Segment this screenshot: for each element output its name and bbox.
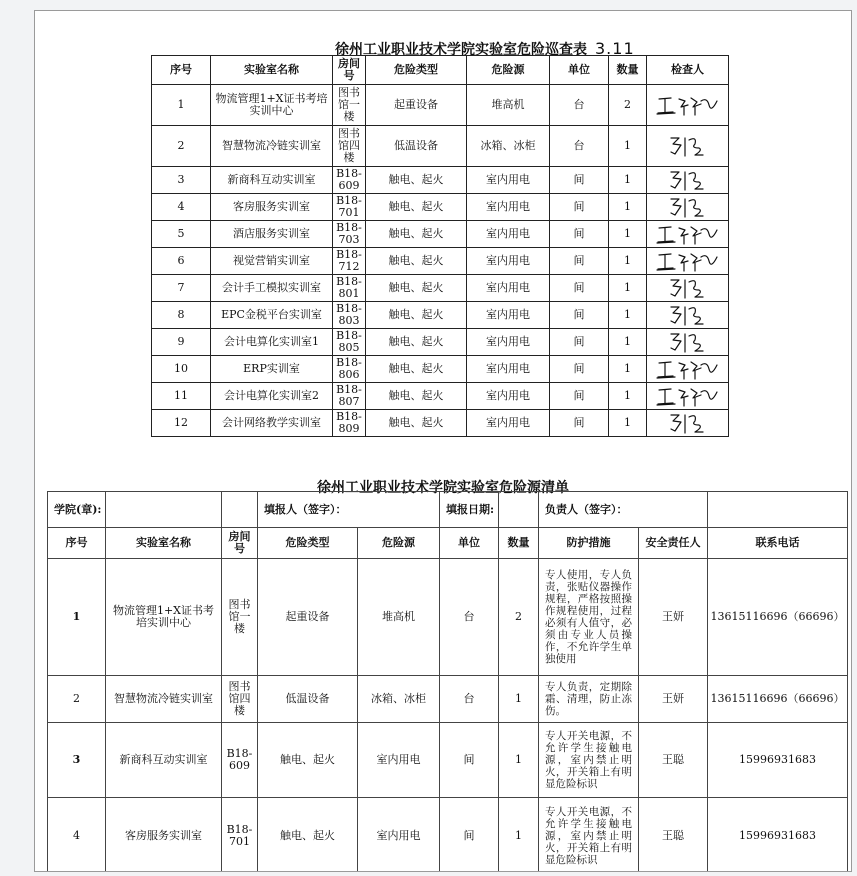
inspection-table — [151, 55, 729, 437]
hazard-list-table — [47, 491, 848, 872]
table-row: 2 智慧物流冷链实训室 图书馆四楼 低温设备 冰箱、冰柜 台 1 专人负责，定期除霜、清理，防止冻伤。 王妍 13615116696（66696） — [48, 676, 848, 723]
inspector-cell — [647, 275, 729, 302]
table-row: 9 会计电算化实训室1 B18-805 触电、起火 室内用电 间 1 — [152, 329, 729, 356]
handwritten-date: 3.11 — [595, 39, 635, 58]
inspector-cell — [647, 410, 729, 437]
table-row: 3 新商科互动实训室 B18-609 触电、起火 室内用电 间 1 专人开关电源，不允许学生接触电源，室内禁止明火，开关箱上有明显危险标识 王聪 15996931683 — [48, 723, 848, 798]
inspector-cell — [647, 329, 729, 356]
wang-signature — [655, 384, 721, 408]
inspector-cell — [647, 85, 729, 126]
col-header-hazard-source: 危险源 — [467, 56, 550, 85]
table-row: 7 会计手工模拟实训室 B18-801 触电、起火 室内用电 间 1 — [152, 275, 729, 302]
inspector-cell — [647, 167, 729, 194]
zhang-signature — [655, 276, 721, 300]
col-header-no: 序号 — [152, 56, 211, 85]
college-label: 学院(章): — [48, 492, 106, 528]
col-header-room: 房间号 — [333, 56, 366, 85]
filler-label: 填报人（签字）： — [258, 492, 440, 528]
table-header-row: 序号 实验室名称 房间号 危险类型 危险源 单位 数量 防护措施 安全责任人 联系电话 — [48, 528, 848, 559]
inspector-cell — [647, 221, 729, 248]
date-label: 填报日期: — [440, 492, 499, 528]
inspector-cell — [647, 126, 729, 167]
table-header-row — [152, 56, 729, 85]
col-header-lab-name: 实验室名称 — [211, 56, 333, 85]
inspector-cell — [647, 356, 729, 383]
col-header-qty: 数量 — [609, 56, 647, 85]
inspection-table-title: 徐州工业职业技术学院实验室危险巡查表 3.11 — [335, 39, 635, 58]
col-header-inspector: 检查人 — [647, 56, 729, 85]
table-row: 5 酒店服务实训室 B18-703 触电、起火 室内用电 间 1 — [152, 221, 729, 248]
wang-signature — [655, 249, 721, 273]
table-row: 4 客房服务实训室 B18-701 触电、起火 室内用电 间 1 专人开关电源，不允许学生接触电源，室内禁止明火，开关箱上有明显危险标识 王聪 15996931683 — [48, 798, 848, 873]
wang-signature — [655, 357, 721, 381]
hazard-list-title: 徐州工业职业技术学院实验室危险源清单 — [317, 480, 569, 496]
table-row: 6 视觉营销实训室 B18-712 触电、起火 室内用电 间 1 — [152, 248, 729, 275]
table-row: 11 会计电算化实训室2 B18-807 触电、起火 室内用电 间 1 — [152, 383, 729, 410]
inspector-cell — [647, 383, 729, 410]
zhang-signature — [655, 134, 721, 158]
college-value — [106, 492, 222, 528]
inspector-cell — [647, 194, 729, 221]
table-row: 2 智慧物流冷链实训室 图书馆四楼 低温设备 冰箱、冰柜 台 1 — [152, 126, 729, 167]
wang-signature — [655, 93, 721, 117]
zhang-signature — [655, 168, 721, 192]
col-header-unit: 单位 — [550, 56, 609, 85]
inspector-cell — [647, 248, 729, 275]
zhang-signature — [655, 411, 721, 435]
wang-signature — [655, 222, 721, 246]
table-row: 3 新商科互动实训室 B18-609 触电、起火 室内用电 间 1 — [152, 167, 729, 194]
inspector-cell — [647, 302, 729, 329]
table-row: 8 EPC金税平台实训室 B18-803 触电、起火 室内用电 间 1 — [152, 302, 729, 329]
owner-label: 负责人（签字）： — [539, 492, 708, 528]
zhang-signature — [655, 330, 721, 354]
table-row: 1 物流管理1+X证书考培实训中心 图书馆一楼 起重设备 堆高机 台 2 — [152, 85, 729, 126]
date-value — [499, 492, 539, 528]
document-page — [34, 10, 852, 872]
table-row: 1 物流管理1+X证书考培实训中心 图书馆一楼 起重设备 堆高机 台 2 专人使用，专人负责，张贴仪器操作规程，严格按照操作规程使用，过程必须有人值守，必须由专业人员操作，不允许学生单独使用 王妍 13615116696（66696） — [48, 559, 848, 676]
zhang-signature — [655, 195, 721, 219]
zhang-signature — [655, 303, 721, 327]
owner-value — [708, 492, 848, 528]
table-row: 12 会计网络教学实训室 B18-809 触电、起火 室内用电 间 1 — [152, 410, 729, 437]
table-row: 10 ERP实训室 B18-806 触电、起火 室内用电 间 1 — [152, 356, 729, 383]
col-header-hazard-type: 危险类型 — [366, 56, 467, 85]
table-row: 4 客房服务实训室 B18-701 触电、起火 室内用电 间 1 — [152, 194, 729, 221]
meta-row — [48, 492, 848, 528]
